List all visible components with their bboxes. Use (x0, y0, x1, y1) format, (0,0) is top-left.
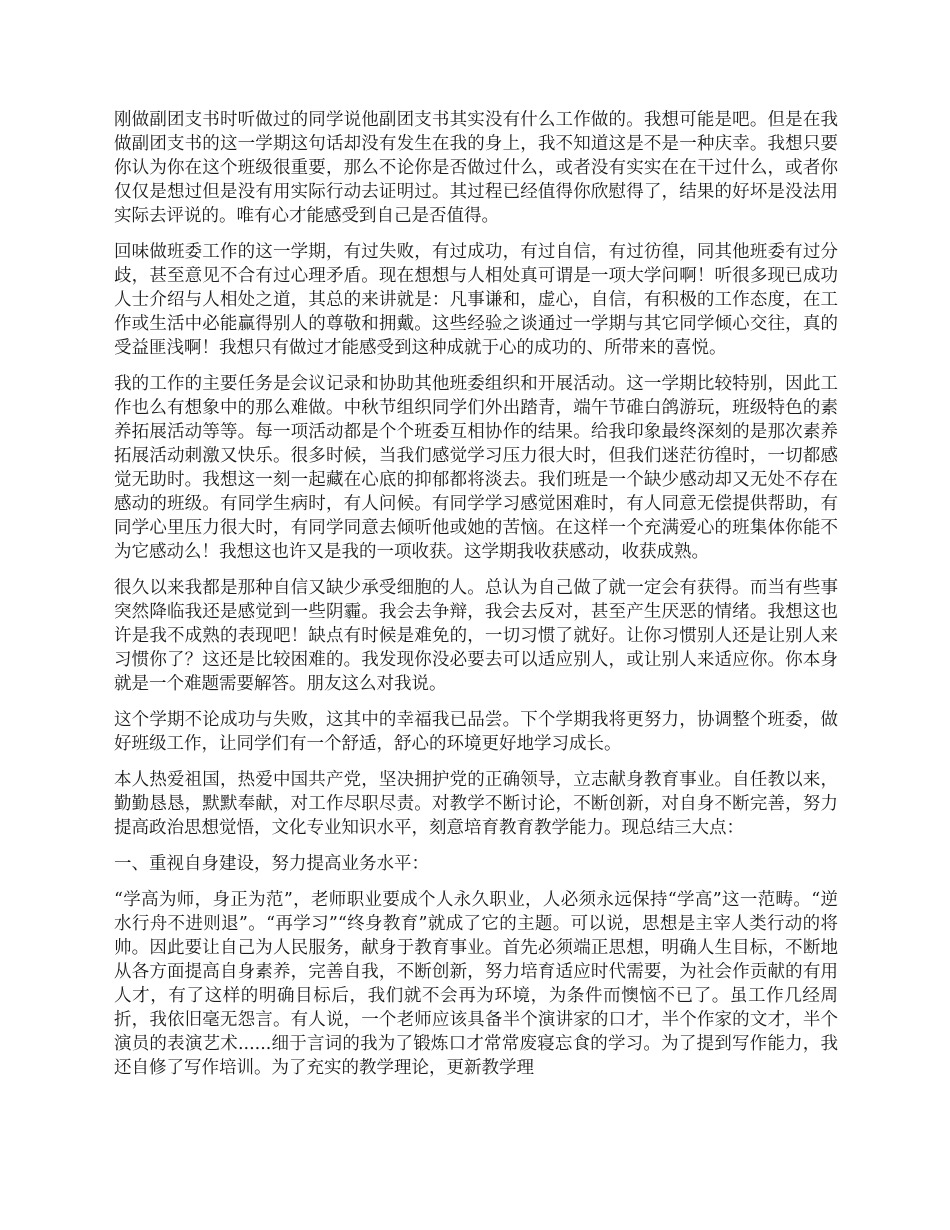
paragraph-3: 我的工作的主要任务是会议记录和协助其他班委组织和开展活动。这一学期比较特别，因此工作也么有想象中的那么难做。中秋节组织同学们外出踏青，端午节碓白鸽游玩，班级特色的素养拓展活动等等。每一项活动都是个个班委互相协作的结果。给我印象最终深刻的是那次素养拓展活动刺激又快乐。很多时候，当我们感觉学习压力很大时，但我们迷茫彷徨时，一切都感觉无助时。我想这一刻一起藏在心底的抑郁都将淡去。我们班是一个缺少感动却又无处不存在感动的班级。有同学生病时，有人问候。有同学学习感觉困难时，有人同意无偿提供帮助，有同学心里压力很大时，有同学同意去倾听他或她的苦恼。在这样一个充满爱心的班集体你能不为它感动么！我想这也许又是我的一项收获。这学期我收获感动，收获成熟。 (114, 374, 838, 562)
paragraph-2: 回味做班委工作的这一学期，有过失败，有过成功，有过自信，有过彷徨，同其他班委有过分歧，甚至意见不合有过心理矛盾。现在想想与人相处真可谓是一项大学问啊！听很多现已成功人士介绍与人相处之道，其总的来讲就是：凡事谦和，虚心，自信，有积极的工作态度，在工作或生活中必能赢得别人的尊敬和拥戴。这些经验之谈通过一学期与其它同学倾心交往，真的受益匪浅啊！我想只有做过才能感受到这种成就于心的成功的、所带来的喜悦。 (114, 242, 838, 358)
paragraph-4: 很久以来我都是那种自信又缺少承受细胞的人。总认为自己做了就一定会有获得。而当有些事突然降临我还是感觉到一些阴霾。我会去争辩，我会去反对，甚至产生厌恶的情绪。我想这也许是我不成熟的表现吧！缺点有时候是难免的，一切习惯了就好。让你习惯别人还是让别人来习惯你了？这还是比较困难的。我发现你没必要去可以适应别人，或让别人来适应你。你本身就是一个难题需要解答。朋友这么对我说。 (114, 578, 838, 694)
paragraph-1: 刚做副团支书时听做过的同学说他副团支书其实没有什么工作做的。我想可能是吧。但是在我做副团支书的这一学期这句话却没有发生在我的身上，我不知道这是不是一种庆幸。我想只要你认为你在这个班级很重要，那么不论你是否做过什么，或者没有实实在在干过什么，或者你仅仅是想过但是没有用实际行动去证明过。其过程已经值得你欣慰得了，结果的好坏是没法用实际去评说的。唯有心才能感受到自己是否值得。 (114, 110, 838, 226)
paragraph-7: “学高为师，身正为范”，老师职业要成个人永久职业，人必须永远保持“学高”这一范畴。“逆水行舟不进则退”。“再学习”“终身教育”就成了它的主题。可以说，思想是主宰人类行动的将帅。因此要让自己为人民服务，献身于教育事业。首先必须端正思想，明确人生目标，不断地从各方面提高自身素养，完善自我，不断创新，努力培育适应时代需要，为社会作贡献的有用人才，有了这样的明确目标后，我们就不会再为环境，为条件而懊恼不已了。虽工作几经周折，我依旧毫无怨言。有人说，一个老师应该具备半个演讲家的口才，半个作家的文才，半个演员的表演艺术......细于言词的我为了锻炼口才常常废寝忘食的学习。为了提到写作能力，我还自修了写作培训。为了充实的教学理论，更新教学理 (114, 890, 838, 1078)
paragraph-5: 这个学期不论成功与失败，这其中的幸福我已品尝。下个学期我将更努力，协调整个班委，做好班级工作，让同学们有一个舒适，舒心的环境更好地学习成长。 (114, 710, 838, 754)
document-body (114, 108, 838, 1092)
paragraph-6: 本人热爱祖国，热爱中国共产党，坚决拥护党的正确领导，立志献身教育事业。自任教以来，勤勤恳恳，默默奉献，对工作尽职尽责。对教学不断讨论，不断创新，对自身不断完善，努力提高政治思想觉悟，文化专业知识水平，刻意培育教育教学能力。现总结三大点： (114, 770, 838, 838)
section-heading: 一、重视自身建设，努力提高业务水平： (114, 854, 429, 874)
